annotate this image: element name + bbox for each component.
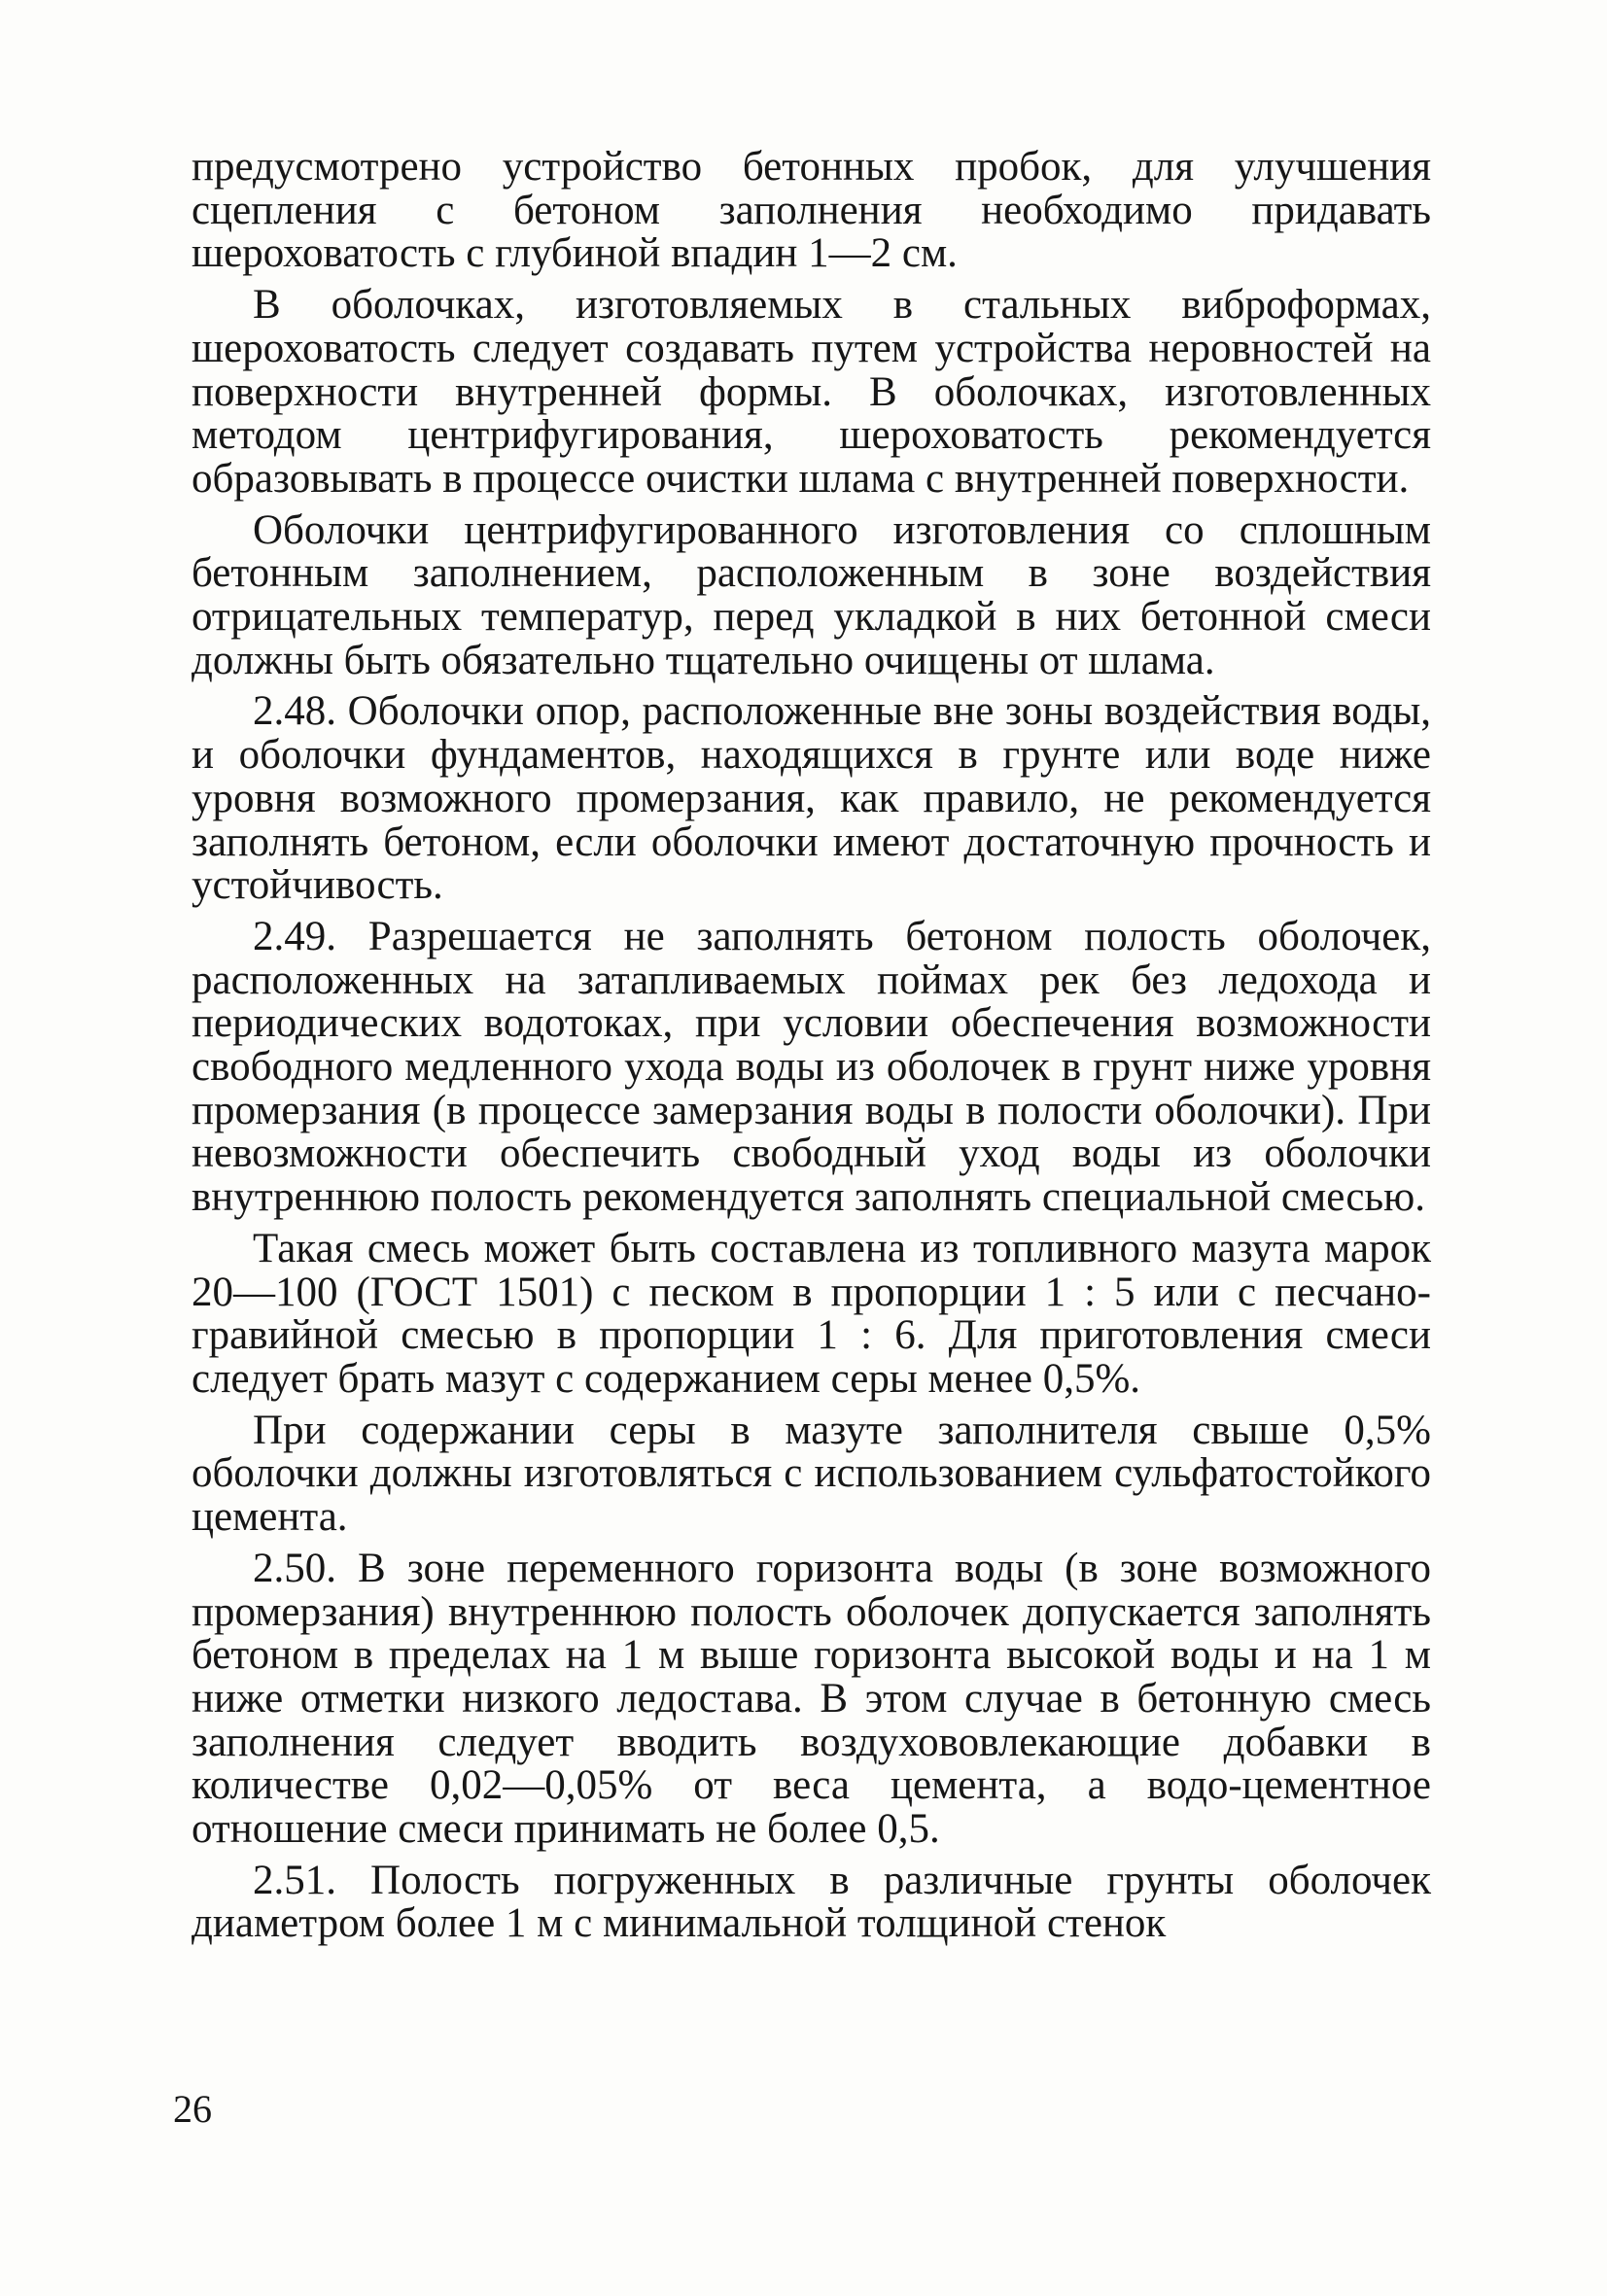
paragraph-clause-2-49: 2.49. Разрешается не заполнять бетоном полость оболочек, расположенных на затапливаемых поймах рек без ледохода и периодических водотоках, при условии обеспечения возможности свободного медленного ухода воды из оболочек в грунт ниже уровня промерзания (в процессе замерзания воды в полости оболочки). При невозможности обеспечить свободный уход воды из оболочки внутреннюю полость рекомендуется заполнять специальной смесью. xyxy=(192,913,1431,1221)
paragraph-continuation: предусмотрено устройство бетонных пробок, для улучшения сцепления с бетоном заполнения необходимо придавать шероховатость с глубиной впадин 1—2 см. xyxy=(192,144,1431,277)
paragraph-centrifuged-shells: Оболочки центрифугированного изготовления со сплошным бетонным заполнением, расположенным в зоне воздействия отрицательных температур, перед укладкой в них бетонной смеси должны быть обязательно тщательно очищены от шлама. xyxy=(192,506,1431,683)
paragraph-sulfur-content: При содержании серы в мазуте заполнителя свыше 0,5% оболочки должны изготовляться с использованием сульфатостойкого цемента. xyxy=(192,1407,1431,1541)
paragraph-shell-roughness: В оболочках, изготовляемых в стальных виброформах, шероховатость следует создавать путем устройства неровностей на поверхности внутренней формы. В оболочках, изготовленных методом центрифугирования, шероховатость рекомендуется образовывать в процессе очистки шлама с внутренней поверхности. xyxy=(192,282,1431,502)
page-number: 26 xyxy=(173,2087,212,2131)
paragraph-clause-2-50: 2.50. В зоне переменного горизонта воды (в зоне возможного промерзания) внутреннюю полость оболочек допускается заполнять бетоном в пределах на 1 м выше горизонта высокой воды и на 1 м ниже отметки низкого ледостава. В этом случае в бетонную смесь заполнения следует вводить воздухововлекающие добавки в количестве 0,02—0,05% от веса цемента, а водо-цементное отношение смеси принимать не более 0,5. xyxy=(192,1545,1431,1853)
paragraph-mixture-composition: Такая смесь может быть составлена из топливного мазута марок 20—100 (ГОСТ 1501) с песком в пропорции 1 : 5 или с песчано-гравийной смесью в пропорции 1 : 6. Для приготовления смеси следует брать мазут с содержанием серы менее 0,5%. xyxy=(192,1225,1431,1402)
body-text xyxy=(192,146,1431,1954)
paragraph-clause-2-48: 2.48. Оболочки опор, расположенные вне зоны воздействия воды, и оболочки фундаментов, находящихся в грунте или воде ниже уровня возможного промерзания, как правило, не рекомендуется заполнять бетоном, если оболочки имеют достаточную прочность и устойчивость. xyxy=(192,688,1431,909)
paragraph-clause-2-51: 2.51. Полость погруженных в различные грунты оболочек диаметром более 1 м с минимальной толщиной стенок xyxy=(192,1857,1431,1947)
